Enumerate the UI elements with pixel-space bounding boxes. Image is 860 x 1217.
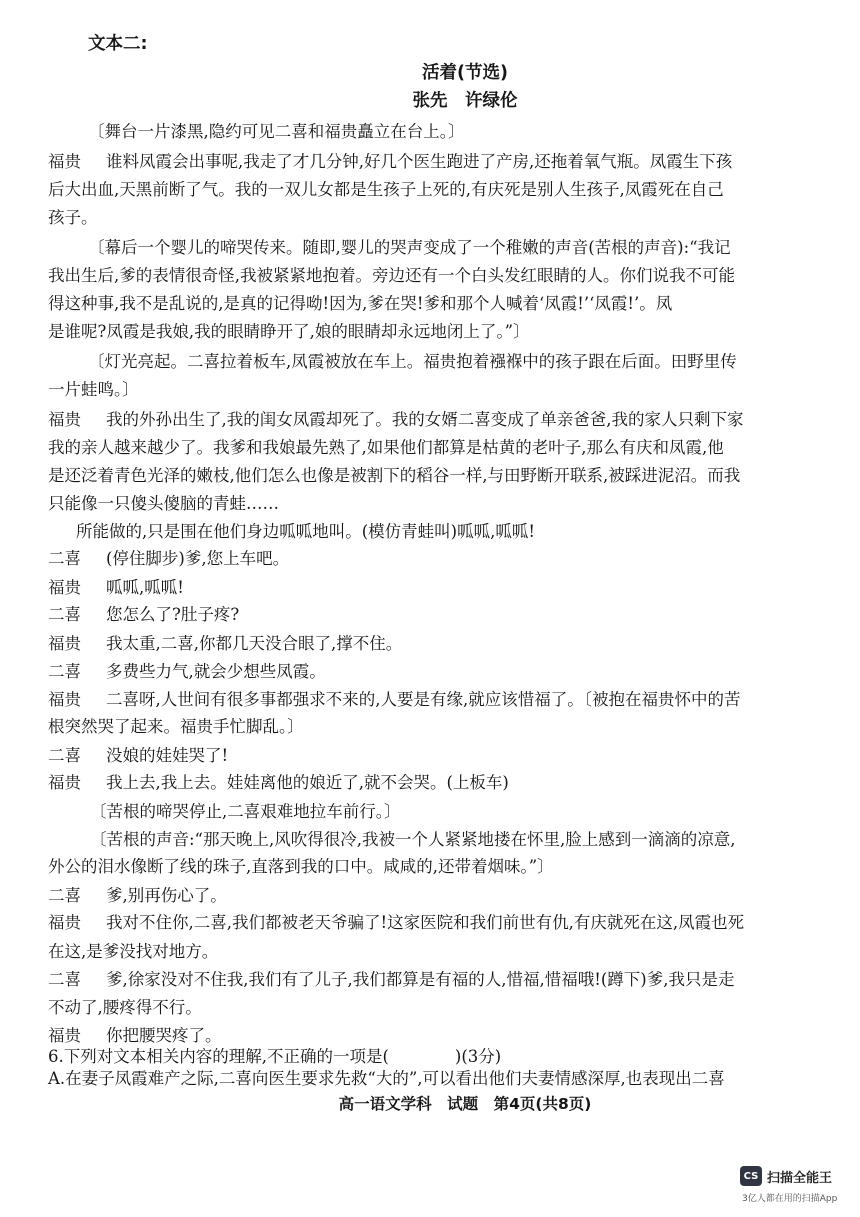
line-text: 6.下列对文本相关内容的理解,不正确的一项是( )(3分) [48,1047,502,1066]
line-text: 〔灯光亮起。二喜拉着板车,凤霞被放在车上。福贵抱着襁褓中的孩子跟在后面。田野里传 [88,352,737,371]
speaker-name: 二喜 [48,886,81,905]
speaker-name: 福贵 [48,410,81,429]
line-text: 谁料凤霞会出事呢,我走了才几分钟,好几个医生跑进了产房,还拖着氧气瓶。凤霞生下孩 [106,152,733,171]
logo-name: 扫描全能王 [767,1170,833,1186]
text-line [48,380,139,400]
dialogue-line [48,886,227,906]
line-text: 您怎么了?肚子疼? [106,605,240,624]
line-text: 是谁呢?凤霞是我娘,我的眼睛睁开了,娘的眼睛却永远地闭上了。”〕 [48,322,530,341]
text-line [48,494,279,514]
text-line [90,802,401,822]
dialogue-line [48,578,184,598]
line-text: 只能像一只傻头傻脑的青蛙…… [48,494,279,513]
line-text: (停住脚步)爹,您上车吧。 [106,549,290,568]
dialogue-line [48,410,744,430]
speaker-name: 福贵 [48,634,81,653]
line-text: 根突然哭了起来。福贵手忙脚乱。〕 [48,717,304,736]
dialogue-line [48,746,228,766]
speaker-name: 福贵 [48,152,81,171]
line-text: 〔苦根的啼哭停止,二喜艰难地拉车前行。〕 [90,802,401,821]
play-title: 活着(节选) [422,63,508,83]
dialogue-line [48,690,741,710]
line-text: 是还泛着青色光泽的嫩枝,他们怎么也像是被割下的稻谷一样,与田野断开联系,被踩进泥沼。而我 [48,466,741,485]
dialogue-line [48,662,326,682]
text-line [48,208,98,228]
scanner-logo [740,1166,832,1186]
text-line [88,352,737,372]
text-line [48,998,202,1018]
line-text: 所能做的,只是围在他们身边呱呱地叫。(模仿青蛙叫)呱呱,呱呱! [76,522,535,541]
line-text: 你把腰哭疼了。 [106,1026,222,1045]
speaker-name: 福贵 [48,913,81,932]
line-text: 呱呱,呱呱! [106,578,184,597]
text-line [48,466,740,486]
speaker-name: 二喜 [48,970,81,989]
text-line [48,266,735,286]
line-text: 我的外孙出生了,我的闺女凤霞却死了。我的女婿二喜变成了单亲爸爸,我的家人只剩下家 [106,410,744,429]
line-text: 〔舞台一片漆黑,隐约可见二喜和福贵矗立在台上。〕 [88,122,465,141]
dialogue-line [48,634,402,654]
play-authors: 张先 许绿伦 [412,91,518,111]
text-line [48,180,724,200]
text-line [48,322,530,342]
line-text: 一片蛙鸣。〕 [48,380,139,399]
line-text: A.在妻子凤霞难产之际,二喜向医生要求先救“大的”,可以看出他们夫妻情感深厚,也表现出二喜 [48,1069,725,1088]
speaker-name: 二喜 [48,549,81,568]
line-text: 我对不住你,二喜,我们都被老天爷骗了!这家医院和我们前世有仇,有庆就死在这,凤霞也死 [106,913,745,932]
text-line [48,1069,725,1089]
dialogue-line [48,773,509,793]
line-text: 爹,别再伤心了。 [106,886,227,905]
line-text: 〔幕后一个婴儿的啼哭传来。随即,婴儿的哭声变成了一个稚嫩的声音(苦根的声音):“我记 [88,238,731,257]
dialogue-line [48,549,289,569]
line-text: 孩子。 [48,208,98,227]
line-text: 在这,是爹没找对地方。 [48,942,219,961]
text-line [48,857,554,877]
text-line [76,522,535,542]
section-label: 文本二: [88,34,148,54]
line-text: 不动了,腰疼得不行。 [48,998,202,1017]
line-text: 〔苦根的声音:“那天晚上,风吹得很冷,我被一个人紧紧地搂在怀里,脸上感到一滴滴的凉意, [90,830,736,849]
line-text: 我出生后,爹的表情很奇怪,我被紧紧地抱着。旁边还有一个白头发红眼睛的人。你们说我不可能 [48,266,735,285]
line-text: 外公的泪水像断了线的珠子,直落到我的口中。咸咸的,还带着烟味。”〕 [48,857,554,876]
speaker-name: 二喜 [48,605,81,624]
line-text: 我太重,二喜,你都几天没合眼了,撑不住。 [106,634,403,653]
text-line [88,238,731,258]
dialogue-line [48,605,239,625]
speaker-name: 福贵 [48,690,81,709]
speaker-name: 二喜 [48,662,81,681]
speaker-name: 二喜 [48,746,81,765]
speaker-name: 福贵 [48,773,81,792]
text-line [48,294,672,314]
line-text: 爹,徐家没对不住我,我们有了儿子,我们都算是有福的人,惜福,惜福哦!(蹲下)爹,我只是走 [106,970,735,989]
text-line [48,1047,501,1067]
line-text: 得这种事,我不是乱说的,是真的记得呦!因为,爹在哭!爹和那个人喊着‘凤霞!’‘凤霞!’。凤 [48,294,673,313]
dialogue-line [48,913,744,933]
text-line [48,717,304,737]
speaker-name: 福贵 [48,1026,81,1045]
dialogue-line [48,970,734,990]
camscanner-icon: CS [740,1166,762,1186]
line-text: 我上去,我上去。娃娃离他的娘近了,就不会哭。(上板车) [106,773,509,792]
text-line [48,942,218,962]
line-text: 后大出血,天黑前断了气。我的一双儿女都是生孩子上死的,有庆死是别人生孩子,凤霞死在自己 [48,180,724,199]
text-line [88,122,465,142]
logo-tagline: 3亿人都在用的扫描App [742,1194,838,1204]
text-line [48,438,724,458]
text-line [90,830,735,850]
speaker-name: 福贵 [48,578,81,597]
dialogue-line [48,152,732,172]
line-text: 二喜呀,人世间有很多事都强求不来的,人要是有缘,就应该惜福了。〔被抱在福贵怀中的苦 [106,690,741,709]
line-text: 多费些力气,就会少想些凤霞。 [106,662,326,681]
line-text: 我的亲人越来越少了。我爹和我娘最先熟了,如果他们都算是枯黄的老叶子,那么有庆和凤霞,他 [48,438,724,457]
line-text: 没娘的娃娃哭了! [106,746,229,765]
page-footer: 高一语文学科 试题 第4页(共8页) [338,1095,592,1113]
dialogue-line [48,1026,222,1046]
